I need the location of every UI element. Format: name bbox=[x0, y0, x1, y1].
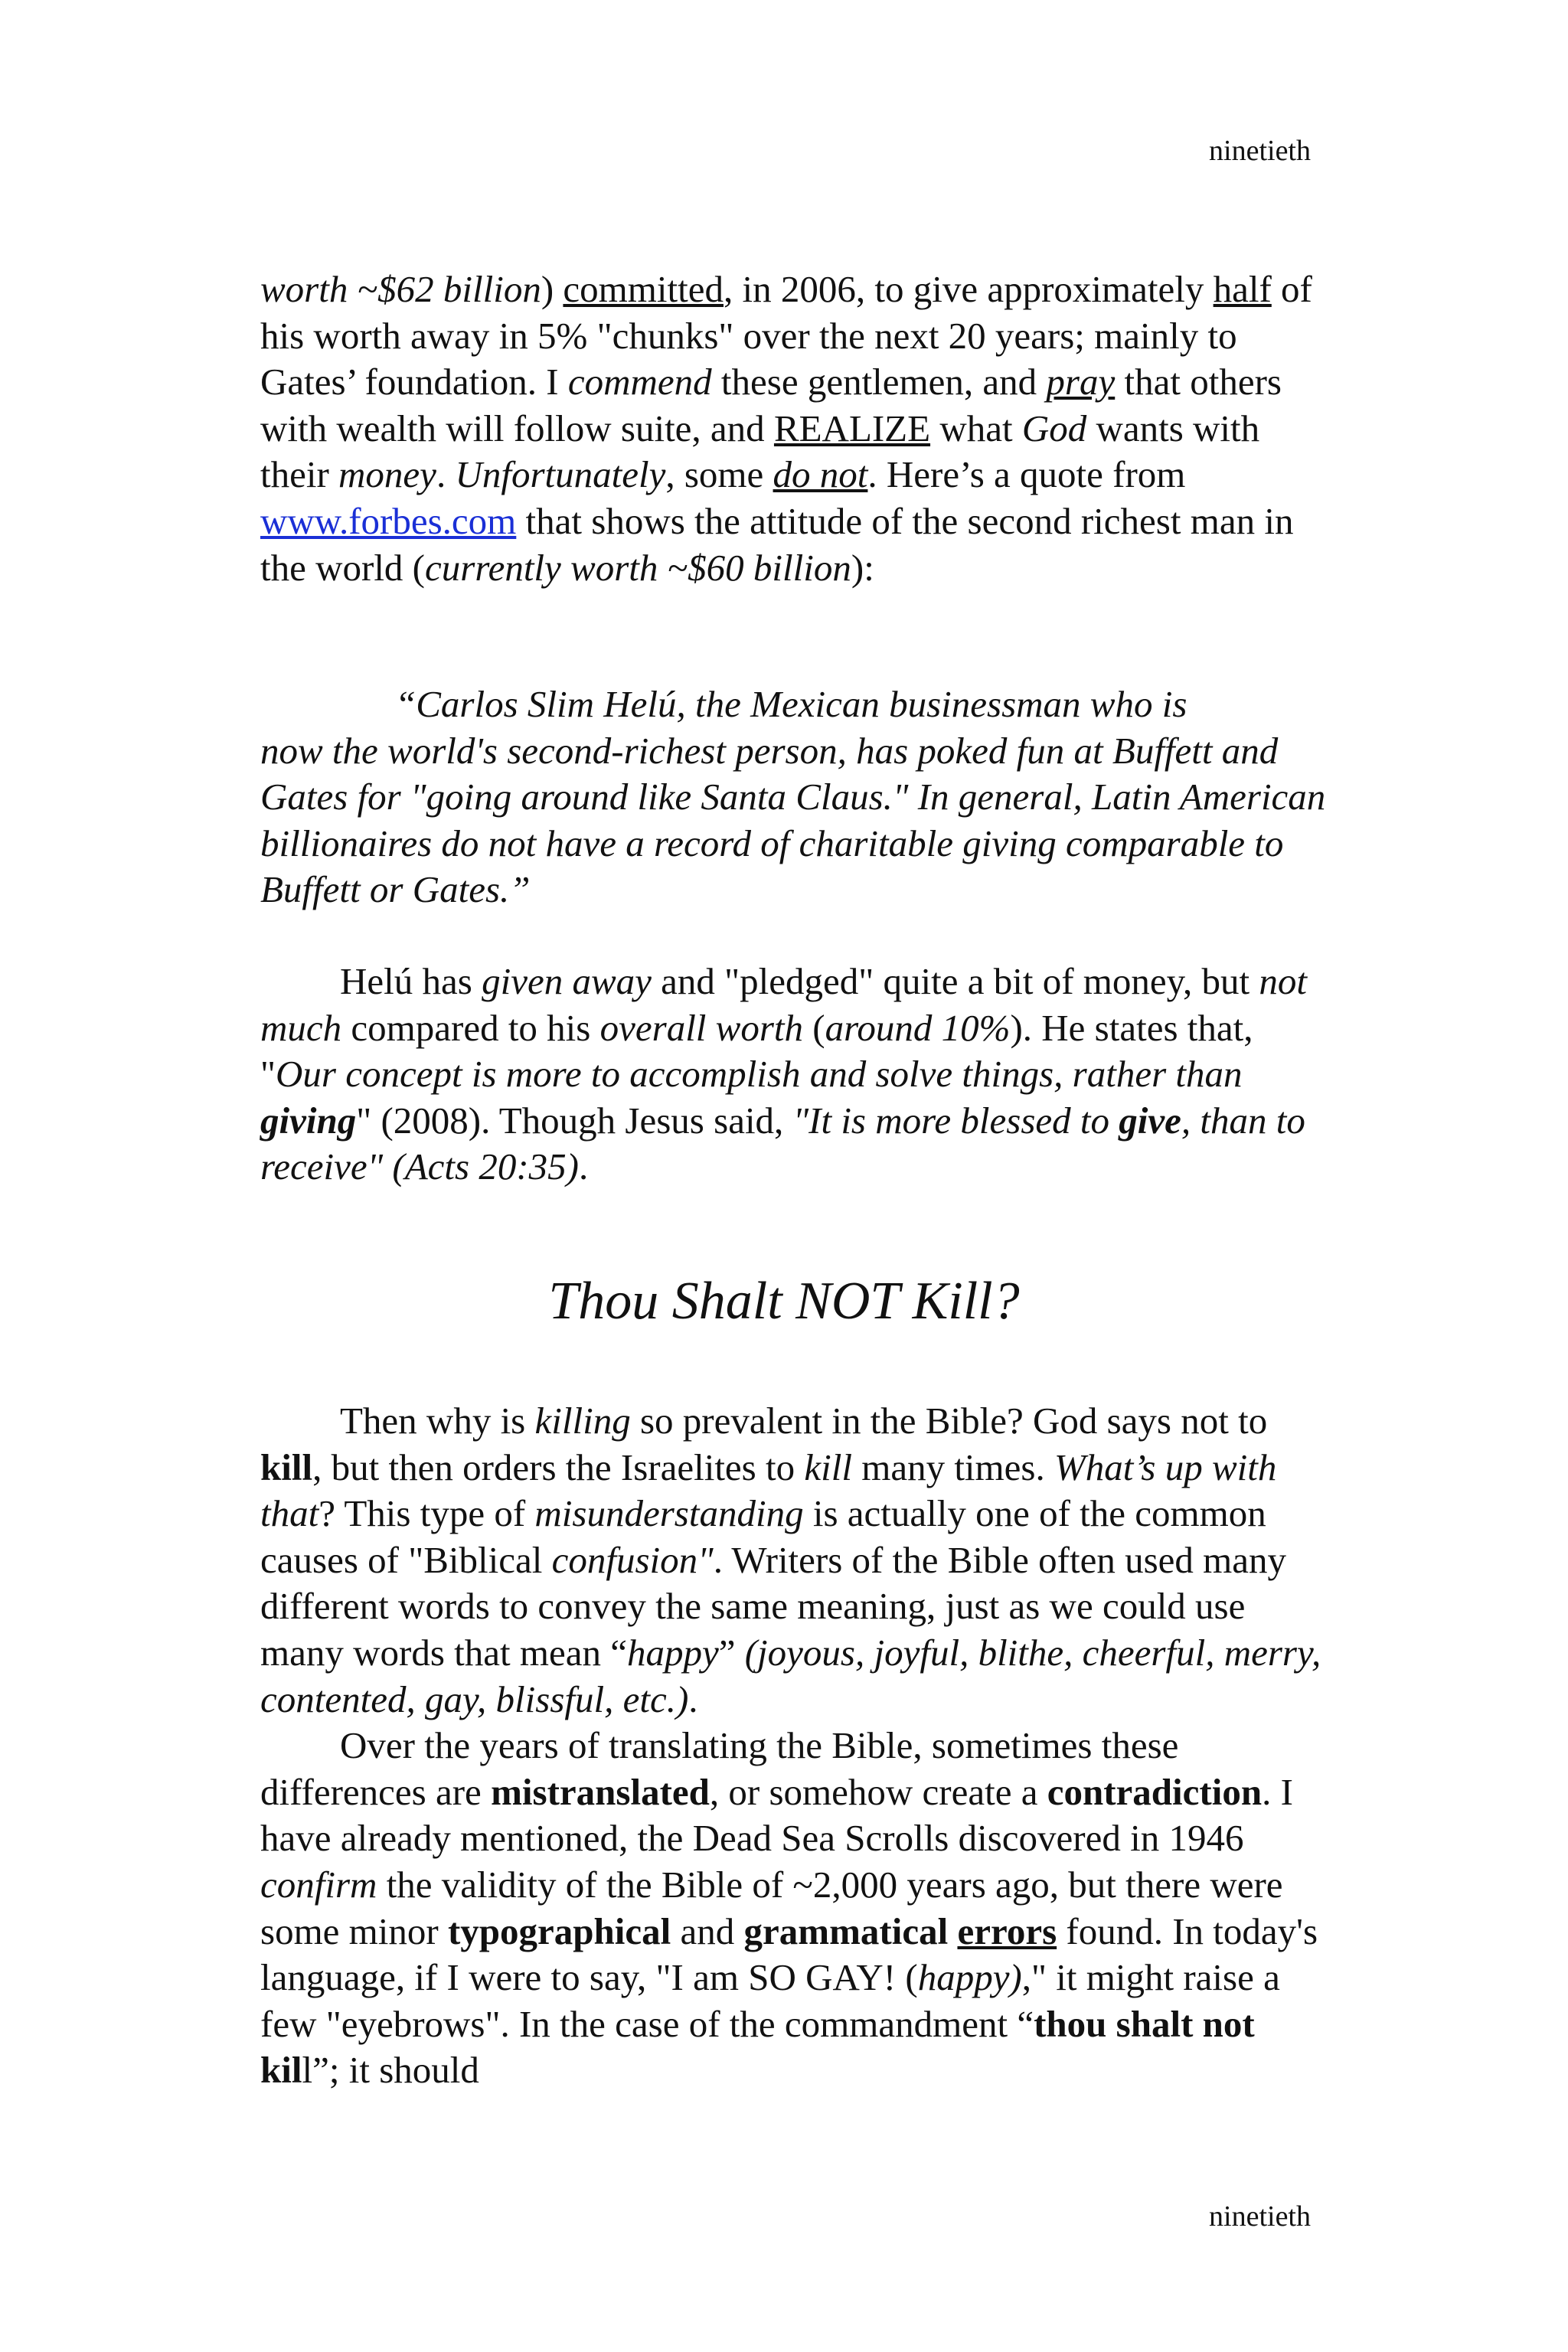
text-span: (joyous, joyful, blithe, cheerful, merry, contented, gay, blissful, etc.) bbox=[260, 1631, 1321, 1720]
text-block-section bbox=[260, 1398, 1326, 2094]
text-span: these gentlemen, and bbox=[711, 361, 1047, 403]
text-span: What’s up with that bbox=[260, 1446, 1277, 1535]
text-span: Then why is bbox=[340, 1400, 535, 1442]
forbes-link[interactable]: www.forbes.com bbox=[260, 499, 517, 542]
text-span: the validity of the Bible of ~2,000 years ago, but there were some minor bbox=[260, 1863, 1283, 1952]
text-span: . Writers of the Bible often used many different words to convey the same meaning, just as we could use many words that mean “ bbox=[260, 1538, 1286, 1674]
text-block-helu bbox=[260, 959, 1326, 1191]
text-span: commend bbox=[567, 361, 712, 403]
text-span: kill bbox=[804, 1446, 852, 1488]
text-span: ( bbox=[803, 1006, 825, 1049]
text-span: of his worth away in 5% "chunks" over the next 20 years; mainly to Gates’ foundation. I bbox=[260, 268, 1312, 403]
text-span: . bbox=[688, 1677, 698, 1720]
section-heading: Thou Shalt NOT Kill? bbox=[548, 1272, 1020, 1331]
text-span: half bbox=[1213, 268, 1272, 310]
text-span: happy) bbox=[917, 1956, 1022, 1999]
text-span: confusion" bbox=[551, 1538, 714, 1581]
text-span: contradiction bbox=[1047, 1770, 1263, 1813]
text-span: , or somehow create a bbox=[709, 1770, 1047, 1813]
text-span: currently worth ~$60 billion bbox=[425, 546, 851, 589]
text-span: is actually one of the common causes of "Biblical bbox=[260, 1492, 1266, 1581]
text-span: do not bbox=[773, 453, 868, 496]
text-span: Helú has bbox=[340, 960, 482, 1002]
text-span: Unfortunately bbox=[455, 453, 666, 496]
text-span: ," it might raise a few "eyebrows". In the case of the commandment “ bbox=[260, 1956, 1280, 2045]
paragraph-helu bbox=[260, 959, 1326, 1191]
text-span: pray bbox=[1046, 361, 1116, 403]
text-span: REALIZE bbox=[773, 407, 931, 449]
paragraph-forbes-intro bbox=[260, 266, 1326, 591]
text-span: overall worth bbox=[599, 1006, 804, 1049]
text-span: typographical bbox=[447, 1909, 671, 1952]
text-span: . bbox=[436, 453, 456, 496]
text-span: l”; it should bbox=[302, 2049, 479, 2092]
text-span: given away bbox=[482, 960, 652, 1002]
text-span: many times. bbox=[851, 1446, 1054, 1488]
text-span: compared to his bbox=[341, 1006, 600, 1049]
paragraph-translation bbox=[260, 1723, 1326, 2094]
text-span: money bbox=[338, 453, 436, 496]
text-span: around 10% bbox=[825, 1006, 1011, 1049]
text-span: that others with wealth will follow suite, and bbox=[260, 361, 1282, 449]
text-span: mistranslated bbox=[491, 1770, 710, 1813]
text-span: errors bbox=[957, 1909, 1057, 1952]
text-span: giving bbox=[260, 1099, 357, 1142]
text-span: give bbox=[1119, 1099, 1181, 1142]
text-span: "It is more blessed to bbox=[792, 1099, 1119, 1142]
quote-body: now the world's second-richest person, has poked fun at Buffett and Gates for "going around like Santa Claus." In general, Latin American billionaires do not have a record of charitable giving comparable to Buffett or Gates.” bbox=[260, 729, 1326, 911]
text-span: " (2008). Though Jesus said, bbox=[356, 1099, 793, 1142]
text-span: . Here’s a quote from bbox=[867, 453, 1186, 496]
text-span: what bbox=[930, 407, 1022, 449]
text-span: and "pledged" quite a bit of money, but bbox=[651, 960, 1259, 1002]
text-span: confirm bbox=[260, 1863, 377, 1906]
text-span: grammatical bbox=[743, 1909, 949, 1952]
quote-line-first: “Carlos Slim Helú, the Mexican businessman who is bbox=[395, 683, 1187, 725]
text-span: found. In today's language, if I were to say, "I am SO GAY! ( bbox=[260, 1909, 1318, 1999]
text-span: wants with their bbox=[260, 407, 1260, 496]
text-span: , in 2006, to give approximately bbox=[724, 268, 1214, 310]
text-span: committed bbox=[563, 268, 724, 310]
text-span: , some bbox=[665, 453, 773, 496]
text-span: kill bbox=[260, 1446, 313, 1488]
text-span: , but then orders the Israelites to bbox=[312, 1446, 805, 1488]
text-span: Over the years of translating the Bible, sometimes these differences are bbox=[260, 1724, 1179, 1813]
text-span: . bbox=[579, 1145, 589, 1188]
text-span: Our concept is more to accomplish and solve things, rather than bbox=[276, 1053, 1243, 1096]
text-span: worth ~$62 billion bbox=[260, 268, 541, 310]
text-span: so prevalent in the Bible? God says not to bbox=[630, 1400, 1268, 1442]
text-span: . I have already mentioned, the Dead Sea Scrolls discovered in 1946 bbox=[260, 1770, 1293, 1860]
text-span: that shows the attitude of the second richest man in the world ( bbox=[260, 499, 1294, 589]
text-span: killing bbox=[534, 1400, 631, 1442]
text-span: ? This type of bbox=[318, 1492, 535, 1535]
text-span: , than to receive" (Acts 20:35) bbox=[260, 1099, 1305, 1188]
text-span: misunderstanding bbox=[534, 1492, 804, 1535]
text-span: God bbox=[1021, 407, 1087, 449]
text-span: happy bbox=[626, 1631, 719, 1674]
text-block-1 bbox=[260, 266, 1326, 591]
page-header-label: ninetieth bbox=[1209, 135, 1311, 167]
text-span: not much bbox=[260, 960, 1307, 1049]
text-span: ” bbox=[718, 1631, 745, 1674]
block-quote bbox=[260, 681, 1326, 913]
text-span: ). He states that, " bbox=[260, 1006, 1253, 1096]
text-span bbox=[948, 1910, 957, 1952]
page-footer-label: ninetieth bbox=[1209, 2200, 1311, 2233]
paragraph-killing bbox=[260, 1398, 1326, 1723]
text-span: thou shalt not kil bbox=[260, 2002, 1255, 2092]
text-span: and bbox=[671, 1909, 744, 1952]
text-span: ) bbox=[541, 268, 564, 310]
text-span: ): bbox=[851, 546, 874, 589]
